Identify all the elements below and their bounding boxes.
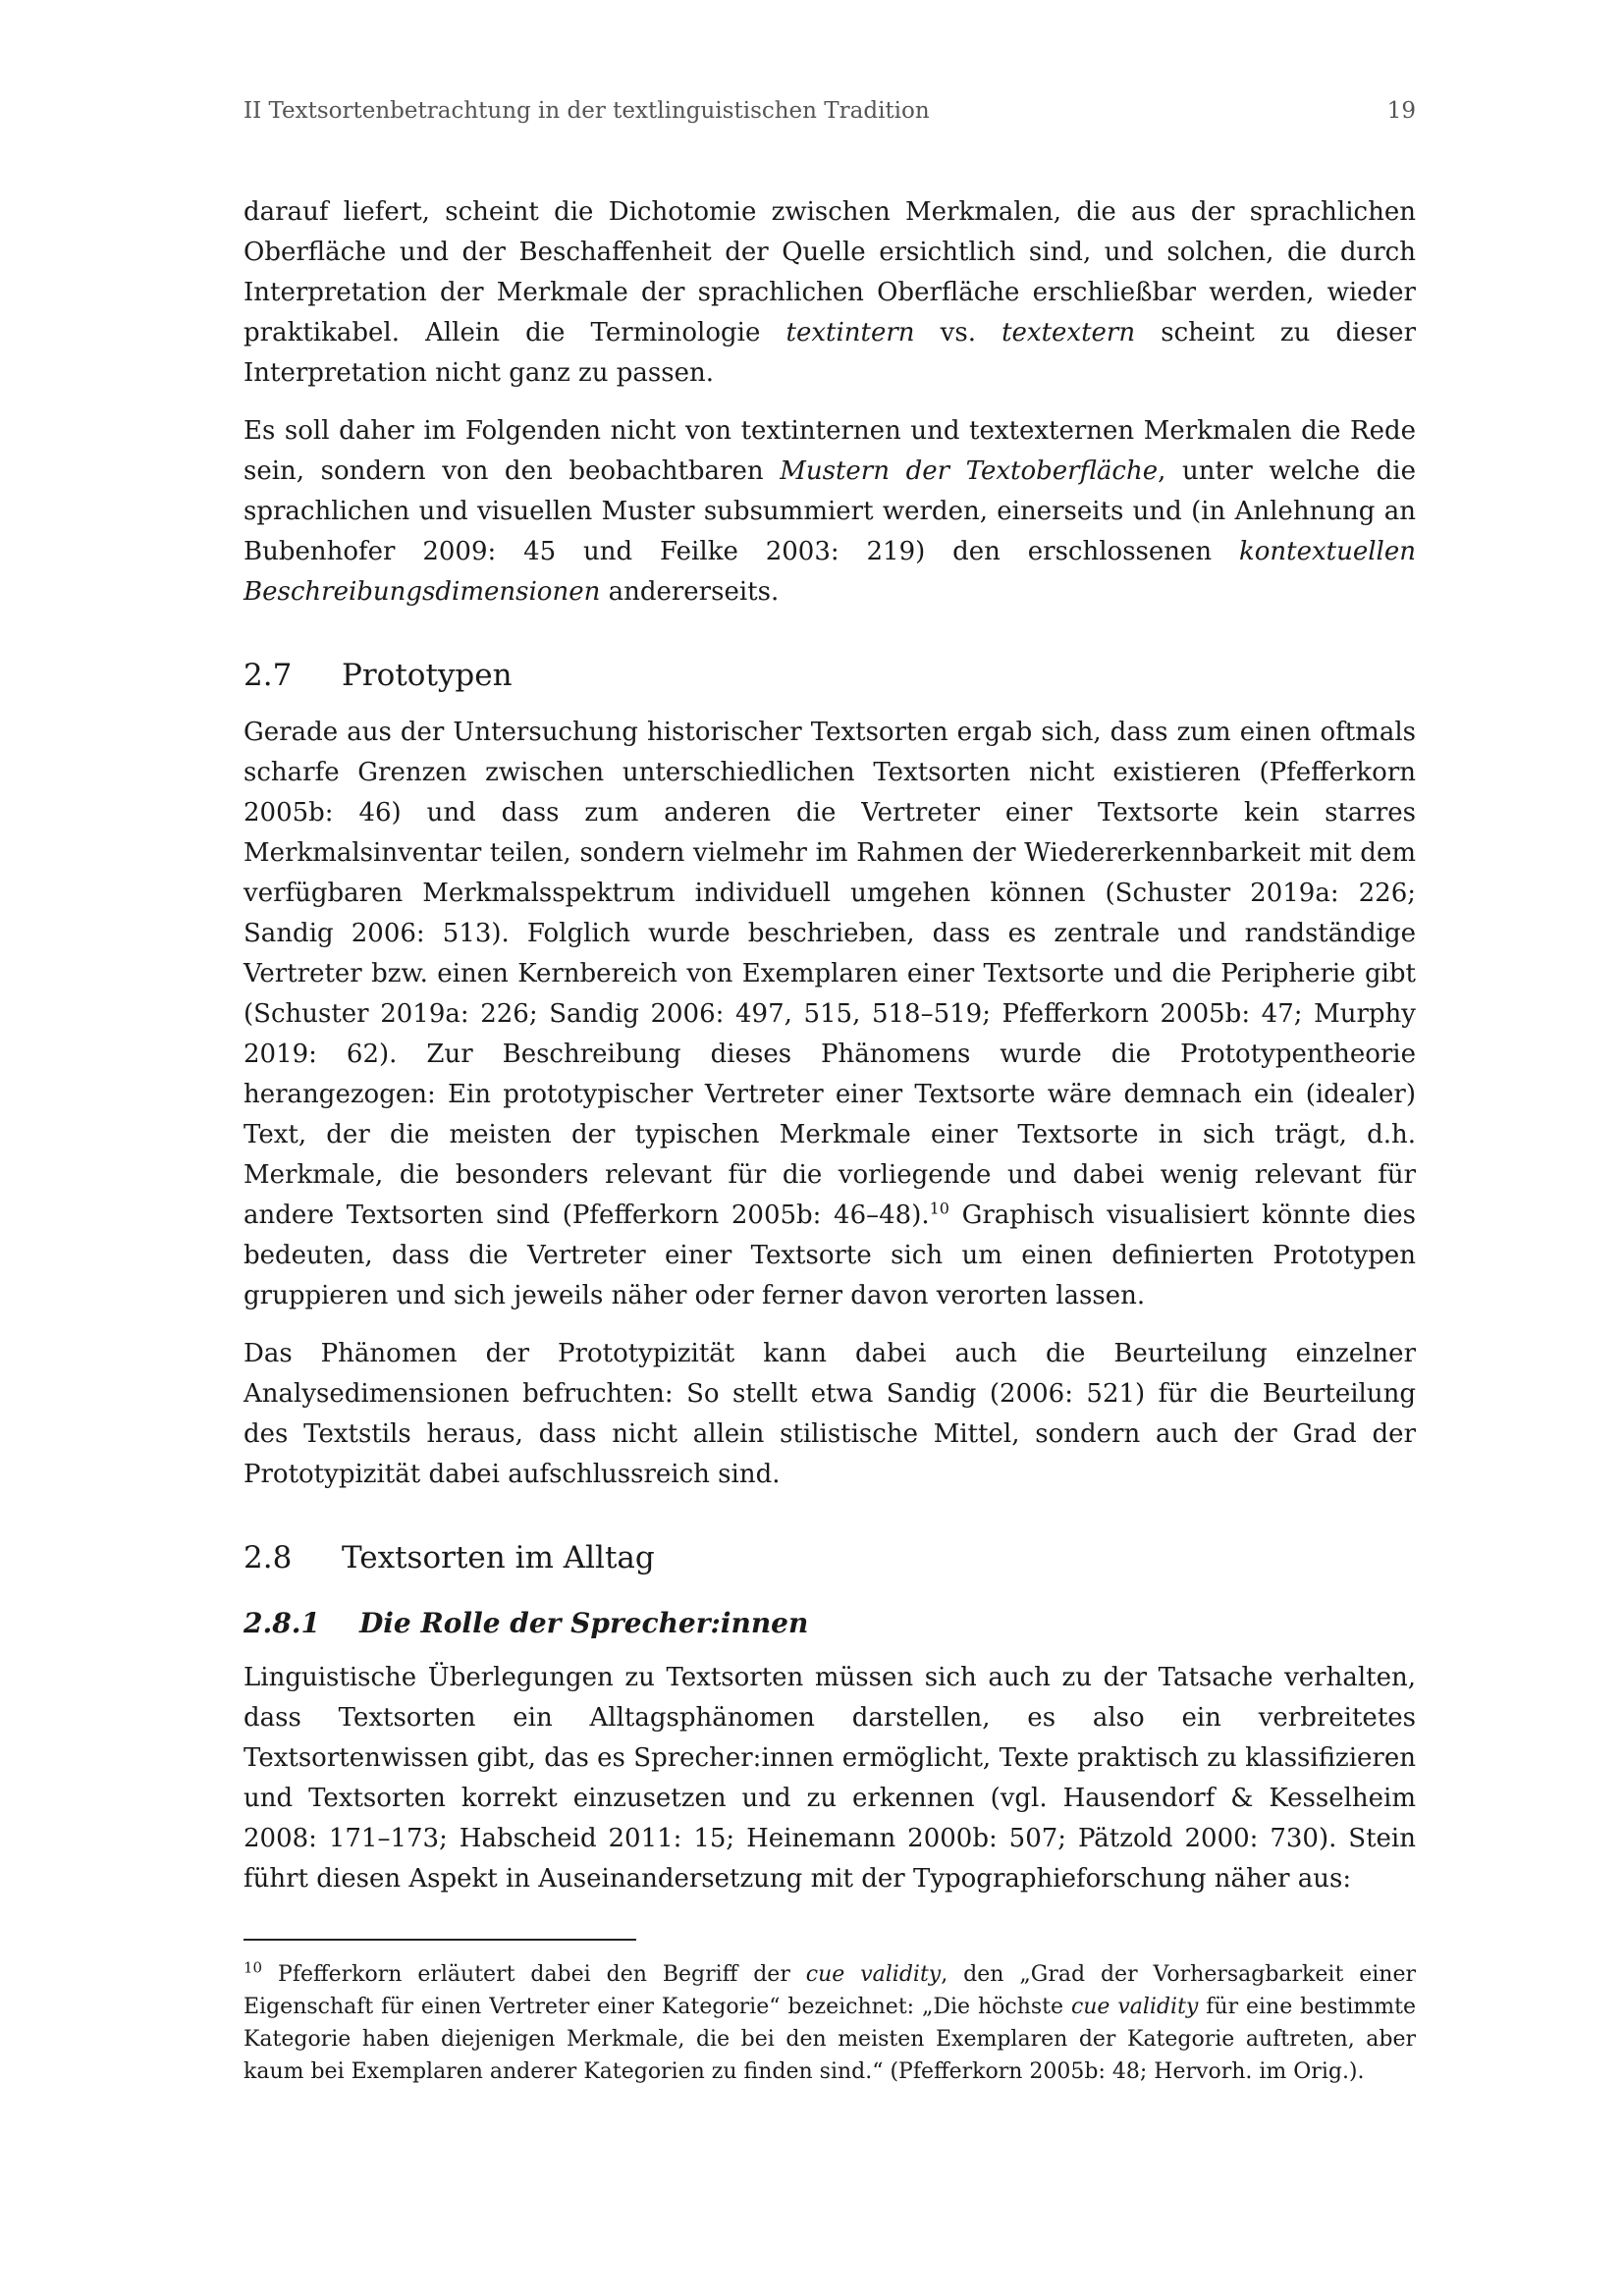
paragraph-text: scheint zu dieser Interpretation nicht ganz zu passen. xyxy=(244,318,1416,388)
paragraph: Linguistische Überlegungen zu Textsorten müssen sich auch zu der Tatsache verhalten, dass Textsorten ein Alltagsphänomen darstellen, es also ein verbreitetes Textsortenwissen gibt, das es Sprecher:innen ermöglicht, Texte praktisch zu klassifizieren und Textsorten korrekt einzusetzen und zu erkennen (vgl. Hausendorf & Kesselheim 2008: 171–173; Habscheid 2011: 15; Heinemann 2000b: 507; Pätzold 2000: 730). Stein führt diesen Aspekt in Auseinandersetzung mit der Typographieforschung näher aus: xyxy=(244,1663,1416,1894)
paragraph-text: Graphisch visualisiert könnte dies bedeuten, dass die Vertreter einer Textsorte sich um einen definierten Prototypen gruppieren und sich jeweils näher oder ferner davon verorten lassen. xyxy=(244,1201,1416,1310)
paragraph xyxy=(244,192,1416,394)
paragraph-text: andererseits. xyxy=(600,577,780,607)
page-number: 19 xyxy=(1386,98,1416,124)
emphasis: textextern xyxy=(1001,318,1136,347)
emphasis: cue validity xyxy=(805,1962,942,1987)
subsection-number: 2.8.1 xyxy=(244,1607,320,1639)
paragraph-text: Es soll daher im Folgenden nicht von textinternen und textexternen Merkmalen die Rede sein, sondern von den beobachtbaren xyxy=(244,416,1416,486)
footnote-text: Pfefferkorn erläutert dabei den Begriff der xyxy=(262,1962,806,1987)
running-head xyxy=(244,98,1416,124)
paragraph: Das Phänomen der Prototypizität kann dabei auch die Beurteilung einzelner Analysedimensionen befruchten: So stellt etwa Sandig (2006: 521) für die Beurteilung des Textstils heraus, dass nicht allein stilistische Mittel, sondern auch der Grad der Prototypizität dabei aufschlussreich sind. xyxy=(244,1339,1416,1489)
paragraph-text: darauf liefert, scheint die Dichotomie zwischen Merkmalen, die aus der sprachlichen Oberfläche und der Beschaffenheit der Quelle ersichtlich sind, und solchen, die durch Interpretation der Merkmale der sprachlichen Oberfläche erschließbar werden, wieder praktikabel. Allein die Terminologie xyxy=(244,197,1416,347)
running-head-title: II Textsortenbetrachtung in der textlinguistischen Tradition xyxy=(244,98,930,124)
subsection-heading xyxy=(244,1605,1416,1642)
paragraph-text: vs. xyxy=(914,318,1002,347)
section-heading xyxy=(244,656,1416,695)
footnote-text: für eine bestimmte Kategorie haben diejenigen Merkmale, die bei den meisten Exemplaren der Kategorie auftreten, aber kaum bei Exemplaren anderer Kategorien zu finden sind.“ (Pfefferkorn 2005b: 48; Hervorh. im Orig.). xyxy=(244,1995,1416,2084)
section-title: Prototypen xyxy=(342,658,513,693)
section-number: 2.7 xyxy=(244,658,293,693)
section-title: Textsorten im Alltag xyxy=(342,1540,655,1575)
emphasis: kontextuellen Beschreibungsdimensionen xyxy=(244,537,1416,607)
paragraph xyxy=(244,411,1416,613)
section-heading xyxy=(244,1538,1416,1577)
footnote xyxy=(244,1958,1416,2088)
paragraph xyxy=(244,713,1416,1316)
emphasis: textintern xyxy=(785,318,915,347)
footnote-separator xyxy=(244,1939,636,1941)
footnote-text: , den „Grad der Vorhersagbarkeit einer Eigenschaft für einen Vertreter einer Kategorie“ bezeichnet: „Die höchste xyxy=(244,1962,1416,2019)
footnote-reference[interactable]: 10 xyxy=(929,1199,949,1218)
emphasis: Mustern der Textoberfläche xyxy=(780,456,1159,486)
section-number: 2.8 xyxy=(244,1540,293,1575)
body-text xyxy=(244,192,1416,2088)
paragraph-text: Gerade aus der Untersuchung historischer Textsorten ergab sich, dass zum einen oftmals scharfe Grenzen zwischen unterschiedlichen Textsorten nicht existieren (Pfefferkorn 2005b: 46) und dass zum anderen die Vertreter einer Textsorte kein starres Merkmalsinventar teilen, sondern vielmehr im Rahmen der Wiedererkennbarkeit mit dem verfügbaren Merkmalsspektrum individuell umgehen können (Schuster 2019a: 226; Sandig 2006: 513). Folglich wurde beschrieben, dass es zentrale und randständige Vertreter bzw. einen Kernbereich von Exemplaren einer Textsorte und die Peripherie gibt (Schuster 2019a: 226; Sandig 2006: 497, 515, 518–519; Pfefferkorn 2005b: 47; Murphy 2019: 62). Zur Beschreibung dieses Phänomens wurde die Prototypentheorie herangezogen: Ein prototypischer Vertreter einer Textsorte wäre demnach ein (idealer) Text, der die meisten der typischen Merkmale einer Textsorte in sich trägt, d.h. Merkmale, die besonders relevant für die vorliegende und dabei wenig relevant für andere Textsorten sind (Pfefferkorn 2005b: 46–48). xyxy=(244,718,1416,1230)
subsection-title: Die Rolle der Sprecher:innen xyxy=(359,1607,809,1639)
paragraph-text: , unter welche die sprachlichen und visuellen Muster subsummiert werden, einerseits und (in Anlehnung an Bubenhofer 2009: 45 und Feilke 2003: 219) den erschlossenen xyxy=(244,456,1416,566)
footnote-marker: 10 xyxy=(244,1958,263,1977)
emphasis: cue validity xyxy=(1070,1995,1199,2019)
